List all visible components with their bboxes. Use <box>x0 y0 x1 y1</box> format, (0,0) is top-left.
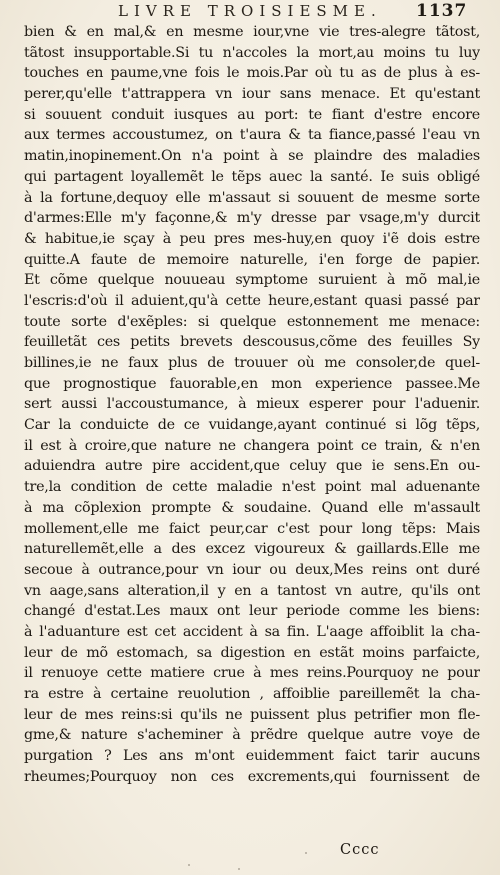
text-line: il renuoye cette matiere crue à mes reins.Pourquoy ne pour <box>24 665 480 682</box>
text-line: billines,ie ne faux plus de trouuer où me consoler,de quel- <box>24 355 480 371</box>
text-line: feuilletãt ces petits brevets descousus,cõme des feuilles Sy <box>24 334 480 351</box>
text-line: quitte.A faute de memoire naturelle, i'en forge de papier. <box>24 251 480 268</box>
text-line: purgation ? Les ans m'ont euidemment faict tarir aucuns <box>24 748 480 765</box>
text-line: l'escris:d'où il aduient,qu'à cette heure,estant quasi passé par <box>24 292 480 309</box>
body-text <box>24 22 480 787</box>
text-line: changé d'estat.Les maux ont leur periode comme les biens: <box>24 603 480 620</box>
text-line: naturellemẽt,elle a des excez vigoureux & gaillards.Elle me <box>24 541 480 558</box>
text-line: il est à croire,que nature ne changera point ce train, & n'en <box>24 437 480 454</box>
text-line: aduiendra autre pire accident,que celuy que ie sens.En ou- <box>24 458 480 475</box>
text-line: & habitue,ie sçay à peu pres mes-huy,en quoy i'ẽ dois estre <box>24 230 480 247</box>
text-line: si souuent conduit iusques au port: te fiant d'estre encore <box>24 106 480 123</box>
text-line: qui partagent loyallemẽt le tẽps auec la santé. Ie suis obligé <box>24 168 480 185</box>
text-line: toute sorte d'exẽples: si quelque estonnement me menace: <box>24 313 480 330</box>
text-line: bien & en mal,& en mesme iour,vne vie tres-alegre tãtost, <box>24 24 480 40</box>
text-line: mollement,elle me faict peur,car c'est pour long tẽps: Mais <box>24 520 480 537</box>
paper-speck <box>238 868 240 870</box>
text-line: rheumes;Pourquoy non ces excrements,qui fournissent de <box>24 768 480 785</box>
paper-speck <box>188 864 190 866</box>
text-line: matin,inopinement.On n'a point à se plaindre des maladies <box>24 148 480 165</box>
text-line: sert aussi l'accoustumance, à mieux esperer pour l'aduenir. <box>24 396 480 413</box>
text-line: tãtost insupportable.Si tu n'accoles la mort,au moins tu luy <box>24 44 480 61</box>
text-line: touches en paume,vne fois le mois.Par où tu as de plus à es- <box>24 65 480 82</box>
text-line: tre,la condition de cette maladie n'est point mal aduenante <box>24 479 480 496</box>
text-line: Car la conduicte de ce vuidange,ayant continué si lõg tẽps, <box>24 417 480 434</box>
text-line: d'armes:Elle m'y façonne,& m'y dresse par vsage,m'y durcit <box>24 210 480 227</box>
text-line: à la fortune,dequoy elle m'assaut si souuent de mesme sorte <box>24 189 480 206</box>
paper-speck <box>305 852 307 854</box>
text-line: perer,qu'elle t'attrappera vn iour sans menace. Et qu'estant <box>24 86 480 103</box>
text-line: aux termes accoustumez, on t'aura & ta fiance,passé l'eau vn <box>24 127 480 144</box>
text-line: gme,& nature s'acheminer à prẽdre quelque autre voye de <box>24 727 480 744</box>
text-line: secoue à outrance,pour vn iour ou deux,Mes reins ont duré <box>24 561 480 578</box>
text-line: leur de mõ estomach, sa digestion en estãt moins parfaicte, <box>24 644 480 661</box>
text-line: ra estre à certaine reuolution , affoiblie pareillemẽt la cha- <box>24 686 480 702</box>
text-line: à ma cõplexion prompte & soudaine. Quand elle m'assault <box>24 499 480 516</box>
running-title: LIVRE TROISIESME. <box>118 2 382 20</box>
page-number: 1137 <box>416 1 468 21</box>
text-line: vn aage,sans alteration,il y en a tantost vn autre, qu'ils ont <box>24 582 480 599</box>
text-line: leur de mes reins:si qu'ils ne puissent plus petrifier mon fle- <box>24 706 480 723</box>
signature-mark: Cccc <box>340 842 380 858</box>
text-line: que prognostique fauorable,en mon experience passee.Me <box>24 375 480 392</box>
text-line: Et cõme quelque nouueau symptome suruient à mõ mal,ie <box>24 272 480 289</box>
text-line: à l'aduanture est cet accident à sa fin. L'aage affoiblit la cha- <box>24 623 480 640</box>
